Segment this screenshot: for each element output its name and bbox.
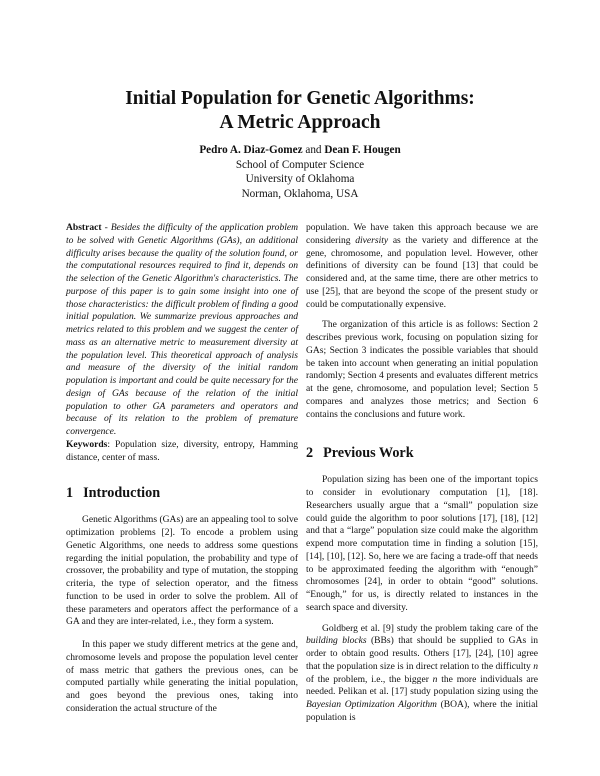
text-run: Goldberg et al. [9] study the problem taking care of the	[322, 622, 538, 634]
previous-paragraph-2	[306, 623, 538, 725]
abstract-text: - Besides the difficulty of the application problem to be solved with Genetic Algorithms (GAs), an additional difficulty arises because the quality of the solution found, or the computational resources required to find it, depends on the selection of the Genetic Algorithm's characteristics. The purpose of this paper is to gain some insight into one of those characteristics: the difficult problem of finding a good initial population. We summarize previous approaches and metrics related to this problem and we suggest the center of mass as an alternative metric to measurement diversity at the population level. This theoretical approach of analysis and measure of the diversity of the initial random population is important and could be quite necessary for the design of GAs because of the relation of the initial population to other GA parameters and operators and because of its relation to the problem of premature convergence.	[66, 222, 298, 437]
intro-paragraph-3: The organization of this article is as follows: Section 2 describes previous work, focusing on population sizing for GAs; Section 3 indicates the possible variables that should be taken into account when generating an initial population randomly; Section 4 presents and evaluates different metrics at the gene, chromosome, and population level; Section 5 compares and analyzes those metrics; and Section 6 contains the conclusions and future work.	[306, 319, 538, 420]
section-heading-previous-work	[306, 444, 538, 462]
abstract-label: Abstract	[66, 222, 102, 233]
author-name-1: Pedro A. Diaz-Gomez	[199, 144, 303, 156]
title-line-1: Initial Population for Genetic Algorithms:	[125, 88, 475, 109]
keywords-text: : Population size, diversity, entropy, Hamming distance, center of mass.	[66, 438, 298, 463]
title-line-2: A Metric Approach	[219, 112, 381, 133]
abstract	[66, 222, 298, 439]
text-run: the more individuals are needed. Pelikan et al. [17] study population sizing using the	[306, 673, 538, 698]
emphasis-diversity: diversity	[355, 234, 389, 246]
author-block	[60, 143, 540, 201]
text-run: population. We have taken this approach because we are considering	[306, 222, 538, 246]
math-variable-n: n	[432, 673, 438, 685]
paper-title	[60, 87, 540, 135]
author-conjunction: and	[305, 144, 322, 156]
section-number: 2	[306, 445, 314, 462]
section-heading-introduction	[66, 484, 298, 502]
section-number: 1	[66, 485, 74, 502]
section-title: Previous Work	[323, 445, 414, 462]
author-name-2: Dean F. Hougen	[324, 144, 401, 156]
author-location: Norman, Oklahoma, USA	[241, 187, 359, 200]
intro-paragraph-2: In this paper we study different metrics at the gene and, chromosome levels and propose the population level center of mass metric that gathers the previous ones, can be computed partially while generating the initial population, and goes beyond the previous ones, taking into consideration the actual structure of the	[66, 639, 298, 714]
left-column	[66, 222, 298, 716]
text-run: of the problem, i.e., the bigger	[306, 673, 433, 685]
keywords-label: Keywords	[66, 438, 108, 450]
right-column	[306, 222, 538, 725]
author-university: University of Oklahoma	[245, 173, 355, 185]
text-run: (BBs) that should be supplied to GAs in order to obtain good results. Others [17], [24], [10] agree that the population size is in direct relation to the difficulty	[306, 635, 538, 672]
author-department: School of Computer Science	[235, 158, 365, 171]
math-variable-n: n	[533, 660, 538, 672]
text-run: as the variety and difference at the gene, chromosome, and population level. However, other definitions of diversity can be found [13] that could be considered and, at the same time, there are other metrics to use [25], that are beyond the scope of the present study or could be computationally expensive.	[306, 234, 538, 310]
author-names	[60, 143, 540, 158]
emphasis-boa: Bayesian Optimization Algorithm	[306, 699, 437, 710]
previous-paragraph-1: Population sizing has been one of the important topics to consider in evolutionary computation [1], [18]. Researchers usually argue that a “small” population size could guide the algorithm to poor solutions [17], [18], [12] and that a “large” population size could make the algorithm expend more computation time in finding a solution [15], [14], [10], [12]. So, here we are facing a trade-off that needs to be approximated feeding the algorithm with “enough” chromosomes [24], in order to obtain “good” solutions. “Enough,” for us, is directly related to instances in the search space and diversity.	[306, 474, 538, 613]
text-run: (BOA), where the initial population is	[306, 699, 538, 723]
keywords	[66, 439, 298, 465]
emphasis-building-blocks: building blocks	[306, 635, 367, 647]
intro-paragraph-2-continued	[306, 222, 538, 311]
intro-paragraph-1: Genetic Algorithms (GAs) are an appealing tool to solve optimization problems [2]. To encode a problem using Genetic Algorithms, one needs to address some questions regarding the initial population, the probability and type of crossover, the probability and type of mutation, the stopping criteria, the type of selection operator, and the fitness function to be used in order to solve the problem. All of these parameters and operators affect the performance of a GA and they are inter-related, i.e., they form a system.	[66, 514, 298, 628]
section-title: Introduction	[83, 485, 161, 502]
